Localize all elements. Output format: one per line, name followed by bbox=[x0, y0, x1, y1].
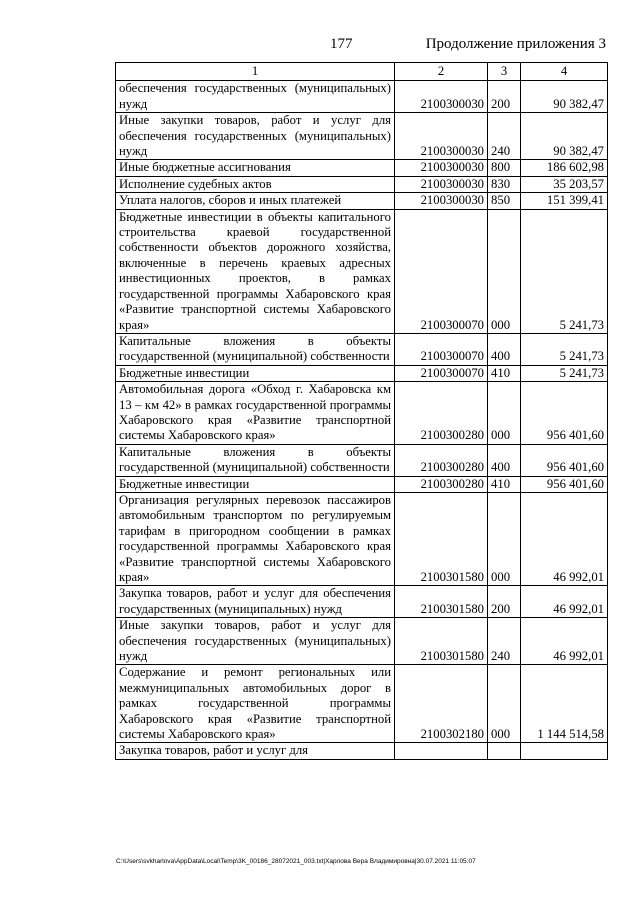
target-article-code: 2100300030 bbox=[395, 81, 488, 113]
row-description: Организация регулярных перевозок пассажиров автомобильным транспортом по регулируемым тарифам в пригородном сообщении в рамках государственной программы Хабаровского края «Развитие транспортной системы Хабаровского края» bbox=[116, 492, 395, 585]
row-description: Бюджетные инвестиции bbox=[116, 365, 395, 381]
expense-type-code: 410 bbox=[488, 365, 521, 381]
amount: 46 992,01 bbox=[521, 618, 608, 665]
amount: 90 382,47 bbox=[521, 113, 608, 160]
amount: 956 401,60 bbox=[521, 476, 608, 492]
table-row bbox=[116, 586, 608, 618]
expense-type-code: 240 bbox=[488, 113, 521, 160]
expense-type-code: 800 bbox=[488, 160, 521, 176]
expense-type-code: 000 bbox=[488, 382, 521, 445]
target-article-code: 2100300030 bbox=[395, 176, 488, 192]
table-row bbox=[116, 618, 608, 665]
table-row bbox=[116, 176, 608, 192]
column-header: 2 bbox=[395, 63, 488, 81]
row-description: Автомобильная дорога «Обход г. Хабаровска км 13 – км 42» в рамках государственной программы Хабаровского края «Развитие транспортной системы Хабаровского края» bbox=[116, 382, 395, 445]
target-article-code: 2100300280 bbox=[395, 476, 488, 492]
table-row bbox=[116, 444, 608, 476]
appendix-continuation-label: Продолжение приложения 3 bbox=[425, 36, 606, 52]
amount: 1 144 514,58 bbox=[521, 665, 608, 743]
amount: 46 992,01 bbox=[521, 586, 608, 618]
amount: 956 401,60 bbox=[521, 444, 608, 476]
expense-type-code: 240 bbox=[488, 618, 521, 665]
target-article-code: 2100300070 bbox=[395, 365, 488, 381]
target-article-code: 2100301580 bbox=[395, 618, 488, 665]
expense-type-code: 200 bbox=[488, 586, 521, 618]
expense-type-code: 410 bbox=[488, 476, 521, 492]
amount: 5 241,73 bbox=[521, 209, 608, 333]
expense-type-code: 200 bbox=[488, 81, 521, 113]
footer-file-path: C:\Users\svkharlova\AppData\Local\Temp\3K_00186_28072021_003.txt|Харлова Вера Владимировна|30.07.2021 11:05:07 bbox=[116, 858, 476, 865]
table-row bbox=[116, 665, 608, 743]
row-description: Исполнение судебных актов bbox=[116, 176, 395, 192]
amount: 90 382,47 bbox=[521, 81, 608, 113]
row-description: Закупка товаров, работ и услуг для обеспечения государственных (муниципальных) нужд bbox=[116, 586, 395, 618]
target-article-code: 2100300030 bbox=[395, 160, 488, 176]
row-description: Иные бюджетные ассигнования bbox=[116, 160, 395, 176]
target-article-code: 2100300070 bbox=[395, 209, 488, 333]
expense-type-code: 400 bbox=[488, 444, 521, 476]
amount: 151 399,41 bbox=[521, 193, 608, 209]
table-row bbox=[116, 476, 608, 492]
target-article-code: 2100300030 bbox=[395, 193, 488, 209]
column-header: 3 bbox=[488, 63, 521, 81]
amount: 46 992,01 bbox=[521, 492, 608, 585]
expense-type-code: 400 bbox=[488, 333, 521, 365]
table-row bbox=[116, 743, 608, 759]
table-row bbox=[116, 81, 608, 113]
table-row bbox=[116, 333, 608, 365]
target-article-code: 2100300280 bbox=[395, 382, 488, 445]
amount: 5 241,73 bbox=[521, 365, 608, 381]
page-number: 177 bbox=[330, 36, 353, 52]
row-description: Закупка товаров, работ и услуг для bbox=[116, 743, 395, 759]
target-article-code: 2100300280 bbox=[395, 444, 488, 476]
table-row bbox=[116, 382, 608, 445]
row-description: Содержание и ремонт региональных или межмуниципальных автомобильных дорог в рамках государственной программы Хабаровского края «Развитие транспортной системы Хабаровского края» bbox=[116, 665, 395, 743]
row-description: обеспечения государственных (муниципальных) нужд bbox=[116, 81, 395, 113]
expense-type-code: 850 bbox=[488, 193, 521, 209]
table-row bbox=[116, 160, 608, 176]
target-article-code: 2100300030 bbox=[395, 113, 488, 160]
budget-table bbox=[115, 62, 608, 760]
target-article-code: 2100301580 bbox=[395, 492, 488, 585]
row-description: Бюджетные инвестиции bbox=[116, 476, 395, 492]
target-article-code: 2100301580 bbox=[395, 586, 488, 618]
expense-type-code: 000 bbox=[488, 665, 521, 743]
table-row bbox=[116, 209, 608, 333]
table-header-row bbox=[116, 63, 608, 81]
expense-type-code: 000 bbox=[488, 492, 521, 585]
amount bbox=[521, 743, 608, 759]
table-row bbox=[116, 193, 608, 209]
row-description: Капитальные вложения в объекты государственной (муниципальной) собственности bbox=[116, 333, 395, 365]
row-description: Бюджетные инвестиции в объекты капитального строительства краевой государственной собственности объектов дорожного хозяйства, включенные в перечень краевых адресных инвестиционных проектов, в рамках государственной программы Хабаровского края «Развитие транспортной системы Хабаровского края» bbox=[116, 209, 395, 333]
target-article-code: 2100302180 bbox=[395, 665, 488, 743]
target-article-code: 2100300070 bbox=[395, 333, 488, 365]
amount: 956 401,60 bbox=[521, 382, 608, 445]
table-row bbox=[116, 492, 608, 585]
expense-type-code: 000 bbox=[488, 209, 521, 333]
amount: 186 602,98 bbox=[521, 160, 608, 176]
table-row bbox=[116, 365, 608, 381]
table-row bbox=[116, 113, 608, 160]
amount: 5 241,73 bbox=[521, 333, 608, 365]
row-description: Иные закупки товаров, работ и услуг для обеспечения государственных (муниципальных) нужд bbox=[116, 113, 395, 160]
target-article-code bbox=[395, 743, 488, 759]
column-header: 4 bbox=[521, 63, 608, 81]
row-description: Иные закупки товаров, работ и услуг для обеспечения государственных (муниципальных) нужд bbox=[116, 618, 395, 665]
column-header: 1 bbox=[116, 63, 395, 81]
amount: 35 203,57 bbox=[521, 176, 608, 192]
row-description: Капитальные вложения в объекты государственной (муниципальной) собственности bbox=[116, 444, 395, 476]
row-description: Уплата налогов, сборов и иных платежей bbox=[116, 193, 395, 209]
expense-type-code bbox=[488, 743, 521, 759]
expense-type-code: 830 bbox=[488, 176, 521, 192]
